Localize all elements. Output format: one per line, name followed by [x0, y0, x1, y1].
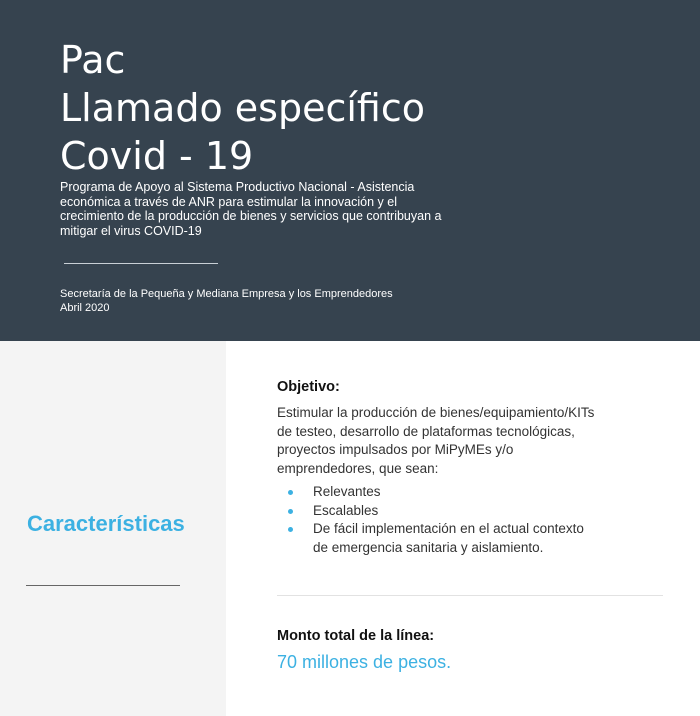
list-item — [277, 502, 597, 521]
title-line-3: Covid - 19 — [60, 134, 254, 178]
list-item-text: De fácil implementación en el actual contexto de emergencia sanitaria y aislamiento. — [313, 521, 584, 555]
section-sidebar — [0, 341, 226, 716]
criteria-list — [277, 483, 597, 557]
organization-name: Secretaría de la Pequeña y Mediana Empresa y los Emprendedores — [60, 288, 393, 300]
bullet-icon — [288, 527, 293, 532]
publication-date: Abril 2020 — [60, 302, 110, 314]
list-item — [277, 483, 597, 502]
cover-header — [0, 0, 700, 341]
program-description: Programa de Apoyo al Sistema Productivo Nacional - Asistencia económica a través de ANR para estimular la innovación y el crecimiento de la producción de bienes y servicios que contribuyan a mitigar el virus COVID-19 — [60, 180, 442, 238]
list-item-text: Relevantes — [313, 484, 381, 499]
bullet-icon — [288, 509, 293, 514]
bullet-icon — [288, 490, 293, 495]
title-line-1: Pac — [60, 38, 126, 82]
page-title — [60, 36, 425, 180]
title-line-2: Llamado específico — [60, 86, 425, 130]
header-divider — [64, 263, 218, 264]
objective-label: Objetivo: — [277, 379, 340, 395]
list-item — [277, 520, 597, 557]
content-divider — [277, 595, 663, 596]
amount-label: Monto total de la línea: — [277, 628, 435, 644]
amount-value: 70 millones de pesos. — [277, 652, 452, 672]
sidebar-divider — [26, 585, 180, 586]
section-heading: Características — [27, 511, 185, 536]
list-item-text: Escalables — [313, 502, 379, 518]
objective-text: Estimular la producción de bienes/equipamiento/KITs de testeo, desarrollo de plataformas tecnológicas, proyectos impulsados por MiPyMEs y/o emprendedores, que sean: — [277, 405, 595, 476]
